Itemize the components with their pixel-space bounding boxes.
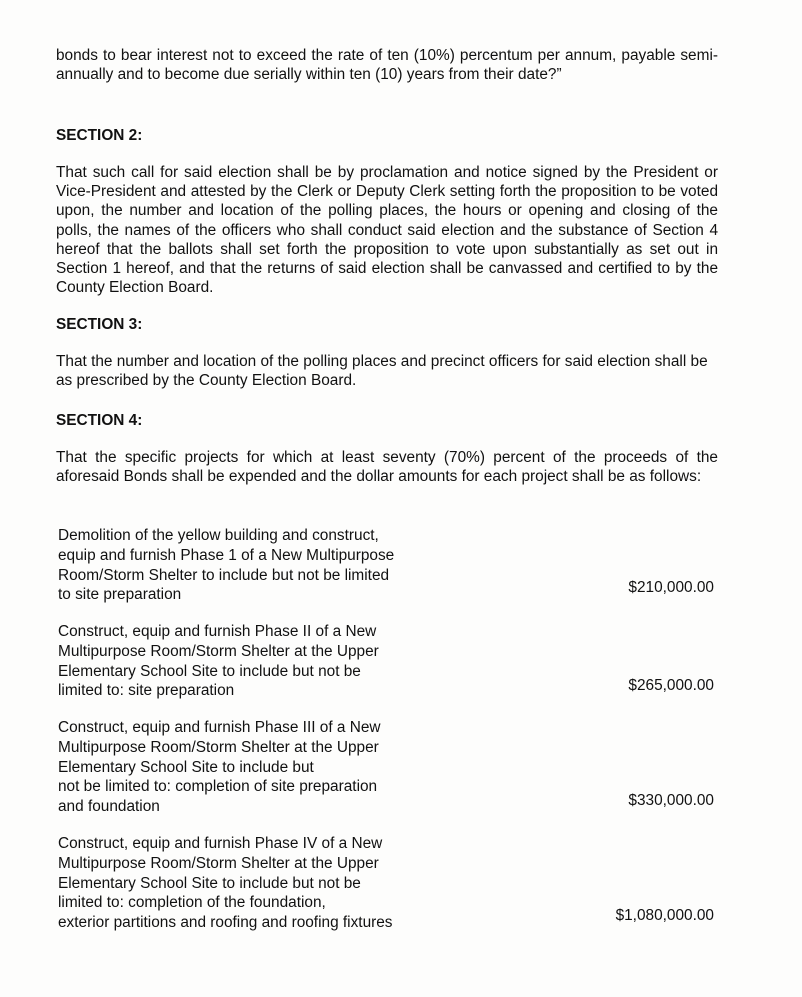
project-item-phase-2 — [58, 622, 738, 722]
section-3-heading: SECTION 3: — [56, 316, 143, 333]
section-2-text: That such call for said election shall be by proclamation and notice signed by the President or Vice-President and attested by the Clerk or Deputy Clerk setting forth the proposition to be voted upon, the number and location of the polling places, the hours or opening and closing of the polls, the names of the officers who shall conduct said election and the substance of Section 4 hereof that the ballots shall set forth the proposition to vote upon substantially as set out in Section 1 hereof, and that the returns of said election shall be canvassed and certified to by the County Election Board. — [56, 164, 718, 297]
intro-paragraph: bonds to bear interest not to exceed the rate of ten (10%) percentum per annum, payable semi-annually and to become due serially within ten (10) years from their date?” — [56, 47, 718, 84]
project-description: Demolition of the yellow building and construct, equip and furnish Phase 1 of a New Multipurpose Room/Storm Shelter to include but not be limited to site preparation — [58, 527, 395, 604]
project-amount: $210,000.00 — [628, 579, 714, 596]
project-amount: $265,000.00 — [628, 677, 714, 694]
section-4-text: That the specific projects for which at least seventy (70%) percent of the proceeds of the aforesaid Bonds shall be expended and the dollar amounts for each project shall be as follows: — [56, 449, 718, 486]
project-amount: $1,080,000.00 — [615, 907, 714, 924]
project-item-phase-4 — [58, 834, 738, 934]
project-item-phase-1 — [58, 526, 738, 626]
project-description: Construct, equip and furnish Phase II of a New Multipurpose Room/Storm Shelter at the Upper Elementary School Site to include but not be limited to: site preparation — [58, 623, 379, 700]
project-item-phase-3 — [58, 718, 738, 818]
section-2-heading: SECTION 2: — [56, 127, 143, 144]
project-amount: $330,000.00 — [628, 792, 714, 809]
section-3-text: That the number and location of the polling places and precinct officers for said election shall be as prescribed by the County Election Board. — [56, 353, 708, 390]
section-4-heading: SECTION 4: — [56, 412, 143, 429]
project-description: Construct, equip and furnish Phase IV of a New Multipurpose Room/Storm Shelter at the Upper Elementary School Site to include but not be limited to: completion of the foundation, exterior partitions and roofing and roofing fixtures — [58, 835, 393, 932]
project-description: Construct, equip and furnish Phase III of a New Multipurpose Room/Storm Shelter at the Upper Elementary School Site to include but not be limited to: completion of site preparation and foundation — [58, 719, 381, 816]
